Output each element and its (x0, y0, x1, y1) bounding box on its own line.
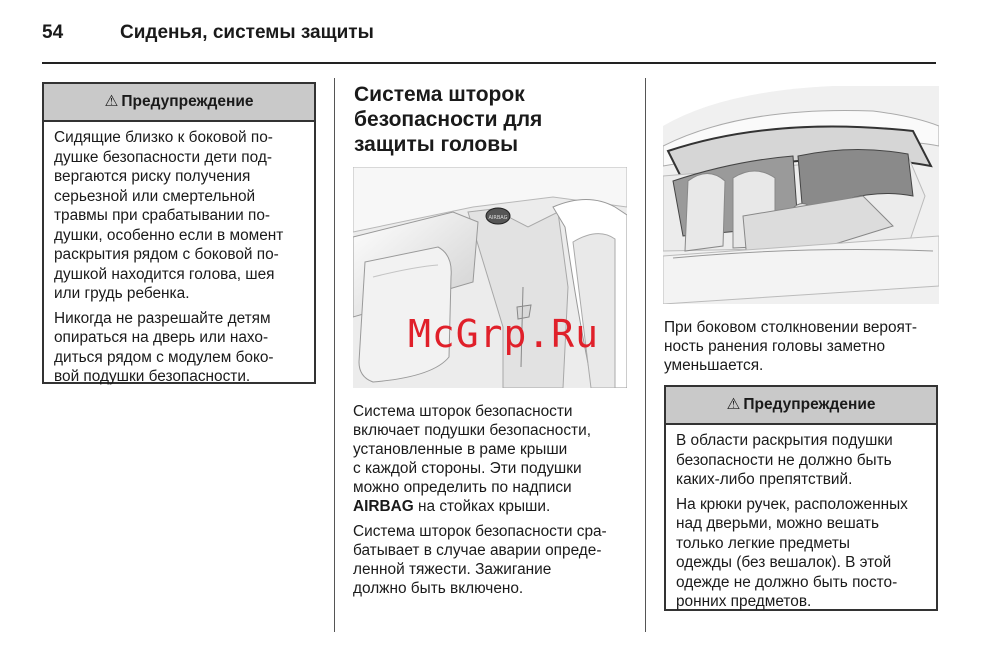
warning-triangle-icon: ⚠ (104, 93, 119, 110)
column-divider-right (645, 78, 646, 632)
airbag-badge-label: AIRBAG (488, 215, 508, 221)
warning-header (666, 387, 936, 425)
left-warning-box (42, 82, 316, 384)
warning-paragraph: Сидящие близко к боковой по- душке безопасности дети под- вергаются риску получения серьезной или смертельной травмы при срабатывании по- душки, особенно если в момент раскрытия рядом с боковой по- душкой находится голова, шея или грудь ребенка. (54, 129, 284, 302)
watermark: McGrp.Ru (408, 312, 600, 356)
page-number: 54 (42, 22, 64, 43)
warning-body (666, 425, 936, 623)
header-rule (42, 62, 936, 64)
middle-body-text (353, 402, 633, 604)
airbag-label: AIRBAG (353, 498, 414, 515)
caption-paragraph: При боковом столкновении вероят- ность ранения головы заметно уменьшается. (664, 319, 918, 374)
warning-triangle-icon: ⚠ (726, 396, 741, 413)
warning-header (44, 84, 314, 122)
body-paragraph: Система шторок безопасности включает подушки безопасности, установленные в раме крыши с каждой стороны. Эти подушки можно определить по надписи AIRBAG на стойках крыши. (353, 403, 591, 515)
body-paragraph: Система шторок безопасности сра- батывает в случае аварии опреде- ленной тяжести. Зажигание должно быть включено. (353, 523, 607, 597)
warning-paragraph: В области раскрытия подушки безопасности не должно быть каких-либо препятствий. (676, 432, 893, 488)
page-header (42, 22, 374, 44)
warning-paragraph: На крюки ручек, расположенных над дверьми, можно вешать только легкие предметы одежды (без вешалок). В этой одежде не должно быть посто- ронних предметов. (676, 495, 908, 610)
warning-title: Предупреждение (121, 93, 254, 110)
section-title: Сиденья, системы защиты (120, 22, 374, 43)
section-heading: Система шторок безопасности для защиты головы (354, 83, 543, 156)
curtain-airbag-illustration (663, 86, 939, 304)
right-caption (664, 318, 944, 381)
column-divider-left (334, 78, 335, 632)
right-warning-box (664, 385, 938, 611)
warning-body (44, 122, 314, 398)
warning-paragraph: Никогда не разрешайте детям опираться на дверь или нахо- диться рядом с модулем боко- вой подушки безопасности. (54, 309, 274, 385)
warning-title: Предупреждение (743, 396, 876, 413)
